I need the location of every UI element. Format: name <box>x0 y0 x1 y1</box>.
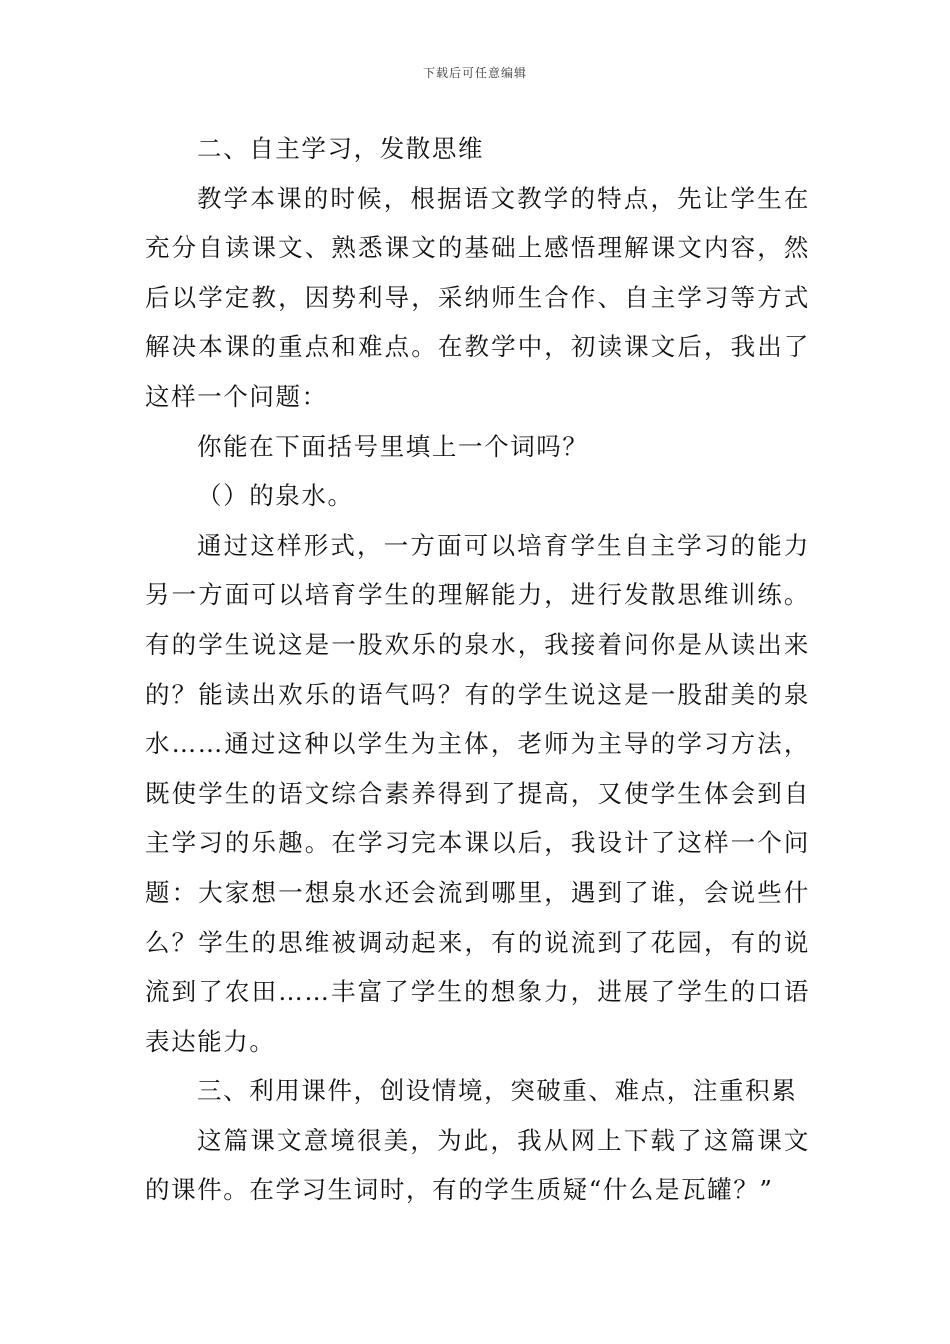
page-header-note: 下载后可任意编辑 <box>422 66 527 80</box>
paragraph-teaching-approach: 教学本课的时候，根据语文教学的特点，先让学生在充分自读课文、熟悉课文的基础上感悟理解课文内容，然后以学定教，因势利导，采纳师生合作、自主学习等方式解决本课的重点和难点。在教学中，初读课文后，我出了这样一个问题： <box>145 183 810 411</box>
section-heading-2: 二、自主学习，发散思维 <box>197 134 485 163</box>
paragraph-fill-blank: （）的泉水。 <box>197 481 354 511</box>
section-heading-3: 三、利用课件，创设情境，突破重、难点，注重积累 <box>197 1076 798 1106</box>
document-body <box>145 124 810 1215</box>
paragraph-courseware: 这篇课文意境很美，为此，我从网上下载了这篇课文的课件。在学习生词时，有的学生质疑“什么是瓦罐？” <box>145 1125 810 1205</box>
paragraph-divergent-thinking: 通过这样形式，一方面可以培育学生自主学习的能力另一方面可以培育学生的理解能力，进行发散思维训练。有的学生说这是一股欢乐的泉水，我接着问你是从读出来的？能读出欢乐的语气吗？有的学生说这是一股甜美的泉水……通过这种以学生为主体，老师为主导的学习方法，既使学生的语文综合素养得到了提高，又使学生体会到自主学习的乐趣。在学习完本课以后，我设计了这样一个问题：大家想一想泉水还会流到哪里，遇到了谁，会说些什么？学生的思维被调动起来，有的说流到了花园，有的说流到了农田……丰富了学生的想象力，进展了学生的口语表达能力。 <box>145 530 810 1056</box>
paragraph-question: 你能在下面括号里填上一个词吗？ <box>197 431 589 461</box>
